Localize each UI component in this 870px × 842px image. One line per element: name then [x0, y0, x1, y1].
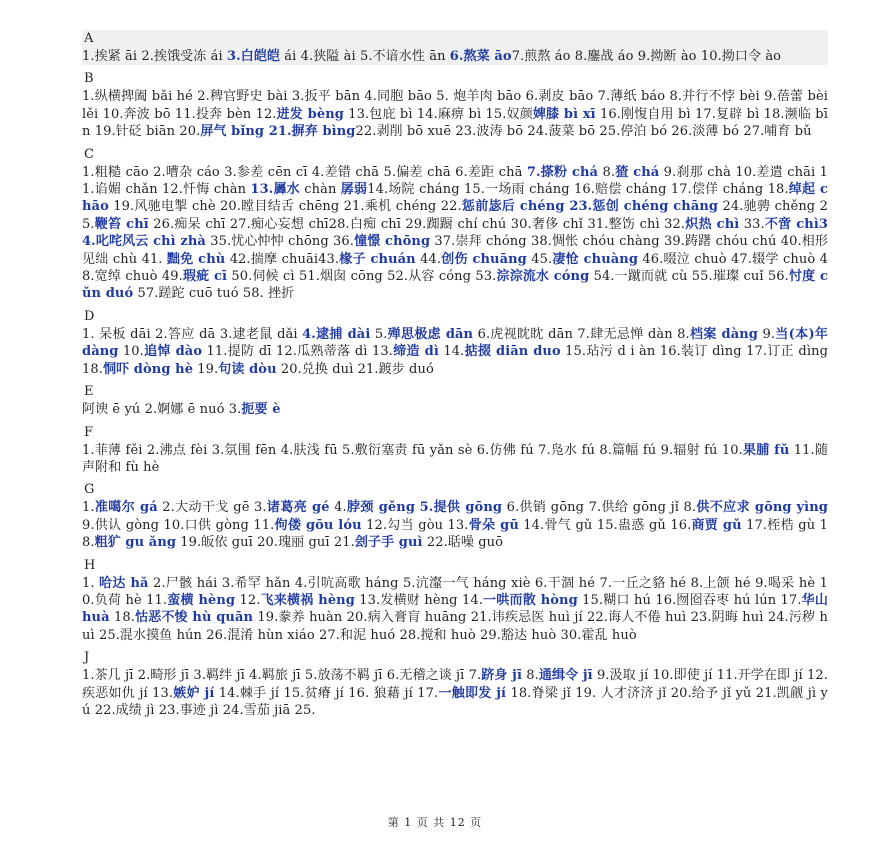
- term-text: 17.桎梏 gù 18.: [82, 517, 828, 551]
- highlighted-term: 脖颈 gěng: [346, 500, 416, 516]
- section-body: [82, 401, 828, 418]
- term-text: 2.大动干戈 gē 3.: [157, 500, 267, 516]
- highlighted-term: 椽子 chuán: [339, 251, 416, 267]
- section-a: [82, 30, 828, 65]
- term-text: 12.勾当 gòu 13.: [361, 517, 469, 533]
- highlighted-term: 5.提供 gōng: [419, 500, 503, 516]
- term-text: 9.汲取 jí 10.即使 jí 11.开学在即 jí 12.疾恶如仇 jí 13.: [82, 668, 829, 701]
- highlighted-term: 哈达 hǎ: [99, 575, 149, 591]
- term-text: 1.菲薄 fěi 2.沸点 fèi 3.氛围 fēn 4.肤浅 fū 5.敷衍塞责 fū yǎn sè 6.仿佛 fú 7.凫水 fú 8.篇幅 fú 9.辐射 fú 10.: [82, 442, 743, 458]
- highlighted-term: 扼要 è: [241, 402, 281, 418]
- section-letter: H: [84, 557, 96, 573]
- highlighted-term: 刽子手 guì: [354, 535, 423, 551]
- term-text: 11.提防 dī 12.瓜熟蒂落 dì 13.: [202, 344, 393, 360]
- highlighted-term: 7.搽粉 chá: [526, 164, 599, 180]
- highlighted-term: 一哄而散 hòng: [482, 592, 578, 608]
- highlighted-term: 忖度 cǔn duó: [82, 269, 829, 302]
- section-body: [82, 667, 828, 719]
- term-text: 14.: [438, 344, 465, 360]
- highlighted-term: 掂掇 diān duo: [464, 344, 561, 360]
- highlighted-term: 6.熬菜 āo: [449, 49, 512, 64]
- highlighted-term: 13.羼水: [250, 182, 300, 198]
- highlighted-term: 粗犷 gu ǎng: [94, 535, 177, 551]
- section-f: [82, 424, 828, 477]
- highlighted-term: 炽热 chì: [685, 216, 740, 232]
- section-body: [82, 88, 828, 140]
- section-letter: J: [84, 650, 90, 666]
- term-text: 24.驰骋 chěng 25.: [82, 199, 828, 232]
- section-j: [82, 649, 828, 719]
- section-d: [82, 308, 828, 378]
- highlighted-term: 恫吓 dòng hè: [102, 361, 194, 377]
- term-text: 57.蹉跎 cuō tuó 58. 挫折: [133, 286, 295, 302]
- highlighted-term: 殚思极虑 dān: [387, 326, 474, 342]
- term-text: 20.兑换 duì 21.踱步 duó: [276, 361, 434, 377]
- term-text: 1.: [82, 500, 95, 516]
- highlighted-term: 一触即发 jí: [438, 685, 507, 701]
- term-text: 1.茶几 jī 2.畸形 jī 3.羁绊 jī 4.羁旅 jī 5.放荡不羁 jī 6.无稽之谈 jī 7.: [82, 668, 482, 684]
- section-letter: A: [84, 31, 94, 46]
- section-letter: G: [84, 482, 95, 498]
- highlighted-term: 孱弱: [340, 182, 368, 198]
- highlighted-term: 蛮横 hèng: [167, 592, 236, 608]
- term-text: 42.揣摩 chuāi43.: [225, 251, 340, 267]
- highlighted-term: 怙恶不悛 hù quān: [134, 610, 254, 626]
- highlighted-term: 屏气 bǐng 21.摒弃 bìng: [200, 124, 356, 140]
- term-text: 8.: [598, 164, 616, 180]
- term-text: 12.: [235, 592, 261, 608]
- term-text: 13.包庇 bì 14.麻痹 bì 15.奴颜: [343, 106, 533, 122]
- section-body: [82, 499, 828, 551]
- highlighted-term: 供不应求 gōng yìng: [696, 500, 828, 516]
- section-body: [82, 164, 828, 303]
- highlighted-term: 追悼 dào: [143, 344, 203, 360]
- section-letter: E: [84, 384, 94, 400]
- term-text: 4.: [329, 500, 347, 516]
- section-letter: B: [84, 71, 94, 87]
- highlighted-term: 骨朵 gū: [468, 517, 519, 533]
- highlighted-term: 跻身 jī: [481, 668, 523, 684]
- section-h: [82, 557, 828, 645]
- term-text: 9.: [758, 326, 776, 342]
- term-text: 6.虎视眈眈 dān 7.肆无忌惮 dàn 8.: [473, 326, 690, 342]
- term-text: 37.崇拜 chóng 38.惆怅 chóu chàng 39.踌躇 chóu chú 40.相形见绌 chù 41.: [82, 234, 828, 267]
- highlighted-term: 创伤 chuāng: [441, 251, 527, 267]
- section-letter: D: [84, 308, 95, 324]
- highlighted-term: 惩创 chéng chāng: [592, 199, 719, 215]
- term-text: 46.啜泣 chuò 47.辍学 chuò 48.宽绰 chuò 49.: [82, 251, 828, 285]
- highlighted-term: 商贾 gǔ: [691, 517, 742, 533]
- term-text: 22.剥削 bō xuē 23.波涛 bō 24.菠菜 bō 25.停泊 bó 26.淡薄 bó 27.哺育 bǔ: [355, 124, 812, 140]
- section-letter: C: [84, 146, 94, 162]
- term-text: 26.痴呆 chī 27.痴心妄想 chī28.白痴 chī 29.踟蹰 chí chú 30.奢侈 chǐ 31.整饬 chì 32.: [148, 216, 686, 232]
- highlighted-term: 佝偻 gōu lóu: [274, 517, 362, 533]
- section-e: [82, 383, 828, 418]
- highlighted-term: 憧憬 chōng: [354, 234, 431, 250]
- term-text: 阿谀 ē yú 2.婀娜 ē nuó 3.: [82, 402, 242, 418]
- term-text: 13.发横财 hèng 14.: [354, 592, 483, 608]
- term-text: 19.: [193, 361, 219, 377]
- highlighted-term: 果脯 fǔ: [742, 442, 790, 458]
- term-text: 1.: [82, 575, 100, 591]
- term-text: 54.一蹴而就 cù 55.璀璨 cuǐ 56.: [589, 269, 789, 285]
- highlighted-term: 瑕疵 cī: [182, 269, 228, 285]
- term-text: 35.忧心忡忡 chōng 36.: [205, 234, 355, 250]
- term-text: 2.尸骸 hái 3.希罕 hǎn 4.引吭高歌 háng 5.沆瀣一气 háng xiè 6.干涸 hé 7.一丘之貉 hé 8.上颌 hé 9.喝采 hè 10.负荷 hè 11.: [82, 575, 829, 608]
- term-text: 15.糊口 hú 16.囫囵吞枣 hú lún 17.: [577, 592, 802, 608]
- section-body: [82, 326, 828, 378]
- term-text: 1. 呆板 dāi 2.答应 dā 3.逮老鼠 dǎi: [82, 326, 303, 342]
- section-body: [82, 442, 828, 477]
- highlighted-term: 缔造 dì: [392, 344, 439, 360]
- term-text: 18.脊梁 jǐ 19. 人才济济 jǐ 20.给予 jǐ yǔ 21.凯觎 jì yú 22.成绩 jì 23.事迹 jì 24.雪茄 jiā 25.: [82, 685, 828, 718]
- term-text: 1.挨紧 āi 2.挨饿受冻 ái: [82, 49, 227, 64]
- term-text: 7.煎熬 áo 8.鏖战 áo 9.拗断 ào 10.拗口令 ào: [511, 49, 782, 64]
- term-text: 14.场院 cháng 15.一场雨 cháng 16.赔偿 cháng 17.偿佯 cháng 18.: [367, 182, 789, 198]
- highlighted-term: 嫉妒 jí: [173, 685, 215, 701]
- term-text: 19.豢养 huàn 20.病入膏肓 huāng 21.讳疾忌医 huì jí 22.诲人不倦 huì 23.阴晦 huì 24.污秽 huì 25.混水摸鱼 hún 26.混淆 hùn xiáo 27.和泥 huó 28.搅和 huò 29.豁达 huò 30.霍乱 huò: [82, 610, 829, 643]
- highlighted-term: 猹 chá: [615, 164, 660, 180]
- section-body: [82, 575, 828, 645]
- term-text: 15.玷污 d i àn 16.装订 dìng 17.订正 dìng 18.: [82, 344, 828, 377]
- highlighted-term: 惩前毖后 chéng 23.: [461, 199, 593, 215]
- term-text: 14.骨气 gǔ 15.蛊惑 gǔ 16.: [518, 517, 692, 533]
- term-text: 6.供销 gōng 7.供给 gōng jǐ 8.: [502, 500, 697, 516]
- highlighted-term: 华山 huà: [82, 592, 828, 626]
- highlighted-term: 4.逮捕 dài: [302, 326, 371, 342]
- highlighted-term: 黜免 chù: [166, 251, 226, 267]
- highlighted-term: 通缉令 jī: [538, 668, 593, 684]
- highlighted-term: 飞来横祸 hèng: [260, 592, 355, 608]
- section-letter: F: [84, 424, 94, 440]
- term-text: 44.: [415, 251, 442, 267]
- section-c: [82, 146, 828, 303]
- term-text: 10.: [118, 344, 144, 360]
- section-body: [82, 48, 828, 65]
- term-text: 1.粗糙 cāo 2.嘈杂 cáo 3.参差 cēn cī 4.差错 chā 5.偏差 chā 6.差距 chā: [82, 164, 527, 180]
- term-text: 18.: [109, 610, 135, 626]
- section-b: [82, 70, 828, 140]
- term-text: 11.随声附和 fù hè: [82, 442, 828, 475]
- highlighted-term: 迸发 bèng: [276, 106, 344, 122]
- term-text: 9.刹那 chà 10.差遣 chāi 11.谄媚 chǎn 12.忏悔 chàn: [82, 164, 828, 198]
- highlighted-term: 不啻 chì34.叱咤风云 chì zhà: [82, 216, 829, 250]
- term-text: 1.纵横捭阖 bǎi hé 2.稗官野史 bài 3.扳平 bān 4.同胞 bāo 5. 炮羊肉 bāo 6.剥皮 bāo 7.薄纸 báo 8.并行不悖 bèi 9.蓓蕾 bèi lěi 10.奔波 bō 11.投奔 bèn 12.: [82, 89, 828, 122]
- term-text: ái 4.狭隘 ài 5.不谙水性 ān: [280, 49, 450, 64]
- term-text: 50.伺候 cì 51.烟囱 cōng 52.从容 cóng 53.: [227, 269, 497, 285]
- highlighted-term: 诸葛亮 gé: [266, 500, 330, 516]
- highlighted-term: 鞭笞 chī: [94, 216, 149, 232]
- highlighted-term: 句读 dòu: [218, 361, 277, 377]
- highlighted-term: 凄怆 chuàng: [552, 251, 639, 267]
- term-text: 22.聒噪 guō: [422, 535, 504, 551]
- section-g: [82, 481, 828, 551]
- highlighted-term: 准噶尔 gá: [94, 500, 158, 516]
- term-text: 16.刚愎自用 bì 17.复辟 bì 18.濒临 bīn 19.针砭 biān 20.: [82, 106, 828, 140]
- document-page: [82, 30, 828, 724]
- term-text: 9.供认 gòng 10.口供 gòng 11.: [82, 517, 275, 533]
- term-text: 19.皈依 guī 20.瑰丽 guī 21.: [176, 535, 355, 551]
- highlighted-term: 当(本)年 dàng: [82, 326, 829, 360]
- highlighted-term: 3.白皑皑: [226, 49, 281, 64]
- term-text: 8.: [522, 668, 539, 684]
- highlighted-term: 婢膝 bì xī: [532, 106, 596, 122]
- term-text: 5.: [370, 326, 388, 342]
- term-text: 45.: [526, 251, 553, 267]
- term-text: 33.: [739, 216, 765, 232]
- highlighted-term: 淙淙流水 cóng: [496, 269, 590, 285]
- term-text: 14.棘手 jí 15.贫瘠 jí 16. 狼藉 jí 17.: [214, 685, 439, 701]
- highlighted-term: 档案 dàng: [689, 326, 758, 342]
- term-text: chàn: [299, 182, 341, 198]
- term-text: 19.风驰电掣 chè 20.瞠目结舌 chēng 21.乘机 chéng 22.: [108, 199, 462, 215]
- highlighted-term: 绰起 chāo: [82, 182, 828, 215]
- page-footer: 第 1 页 共 12 页: [387, 816, 483, 829]
